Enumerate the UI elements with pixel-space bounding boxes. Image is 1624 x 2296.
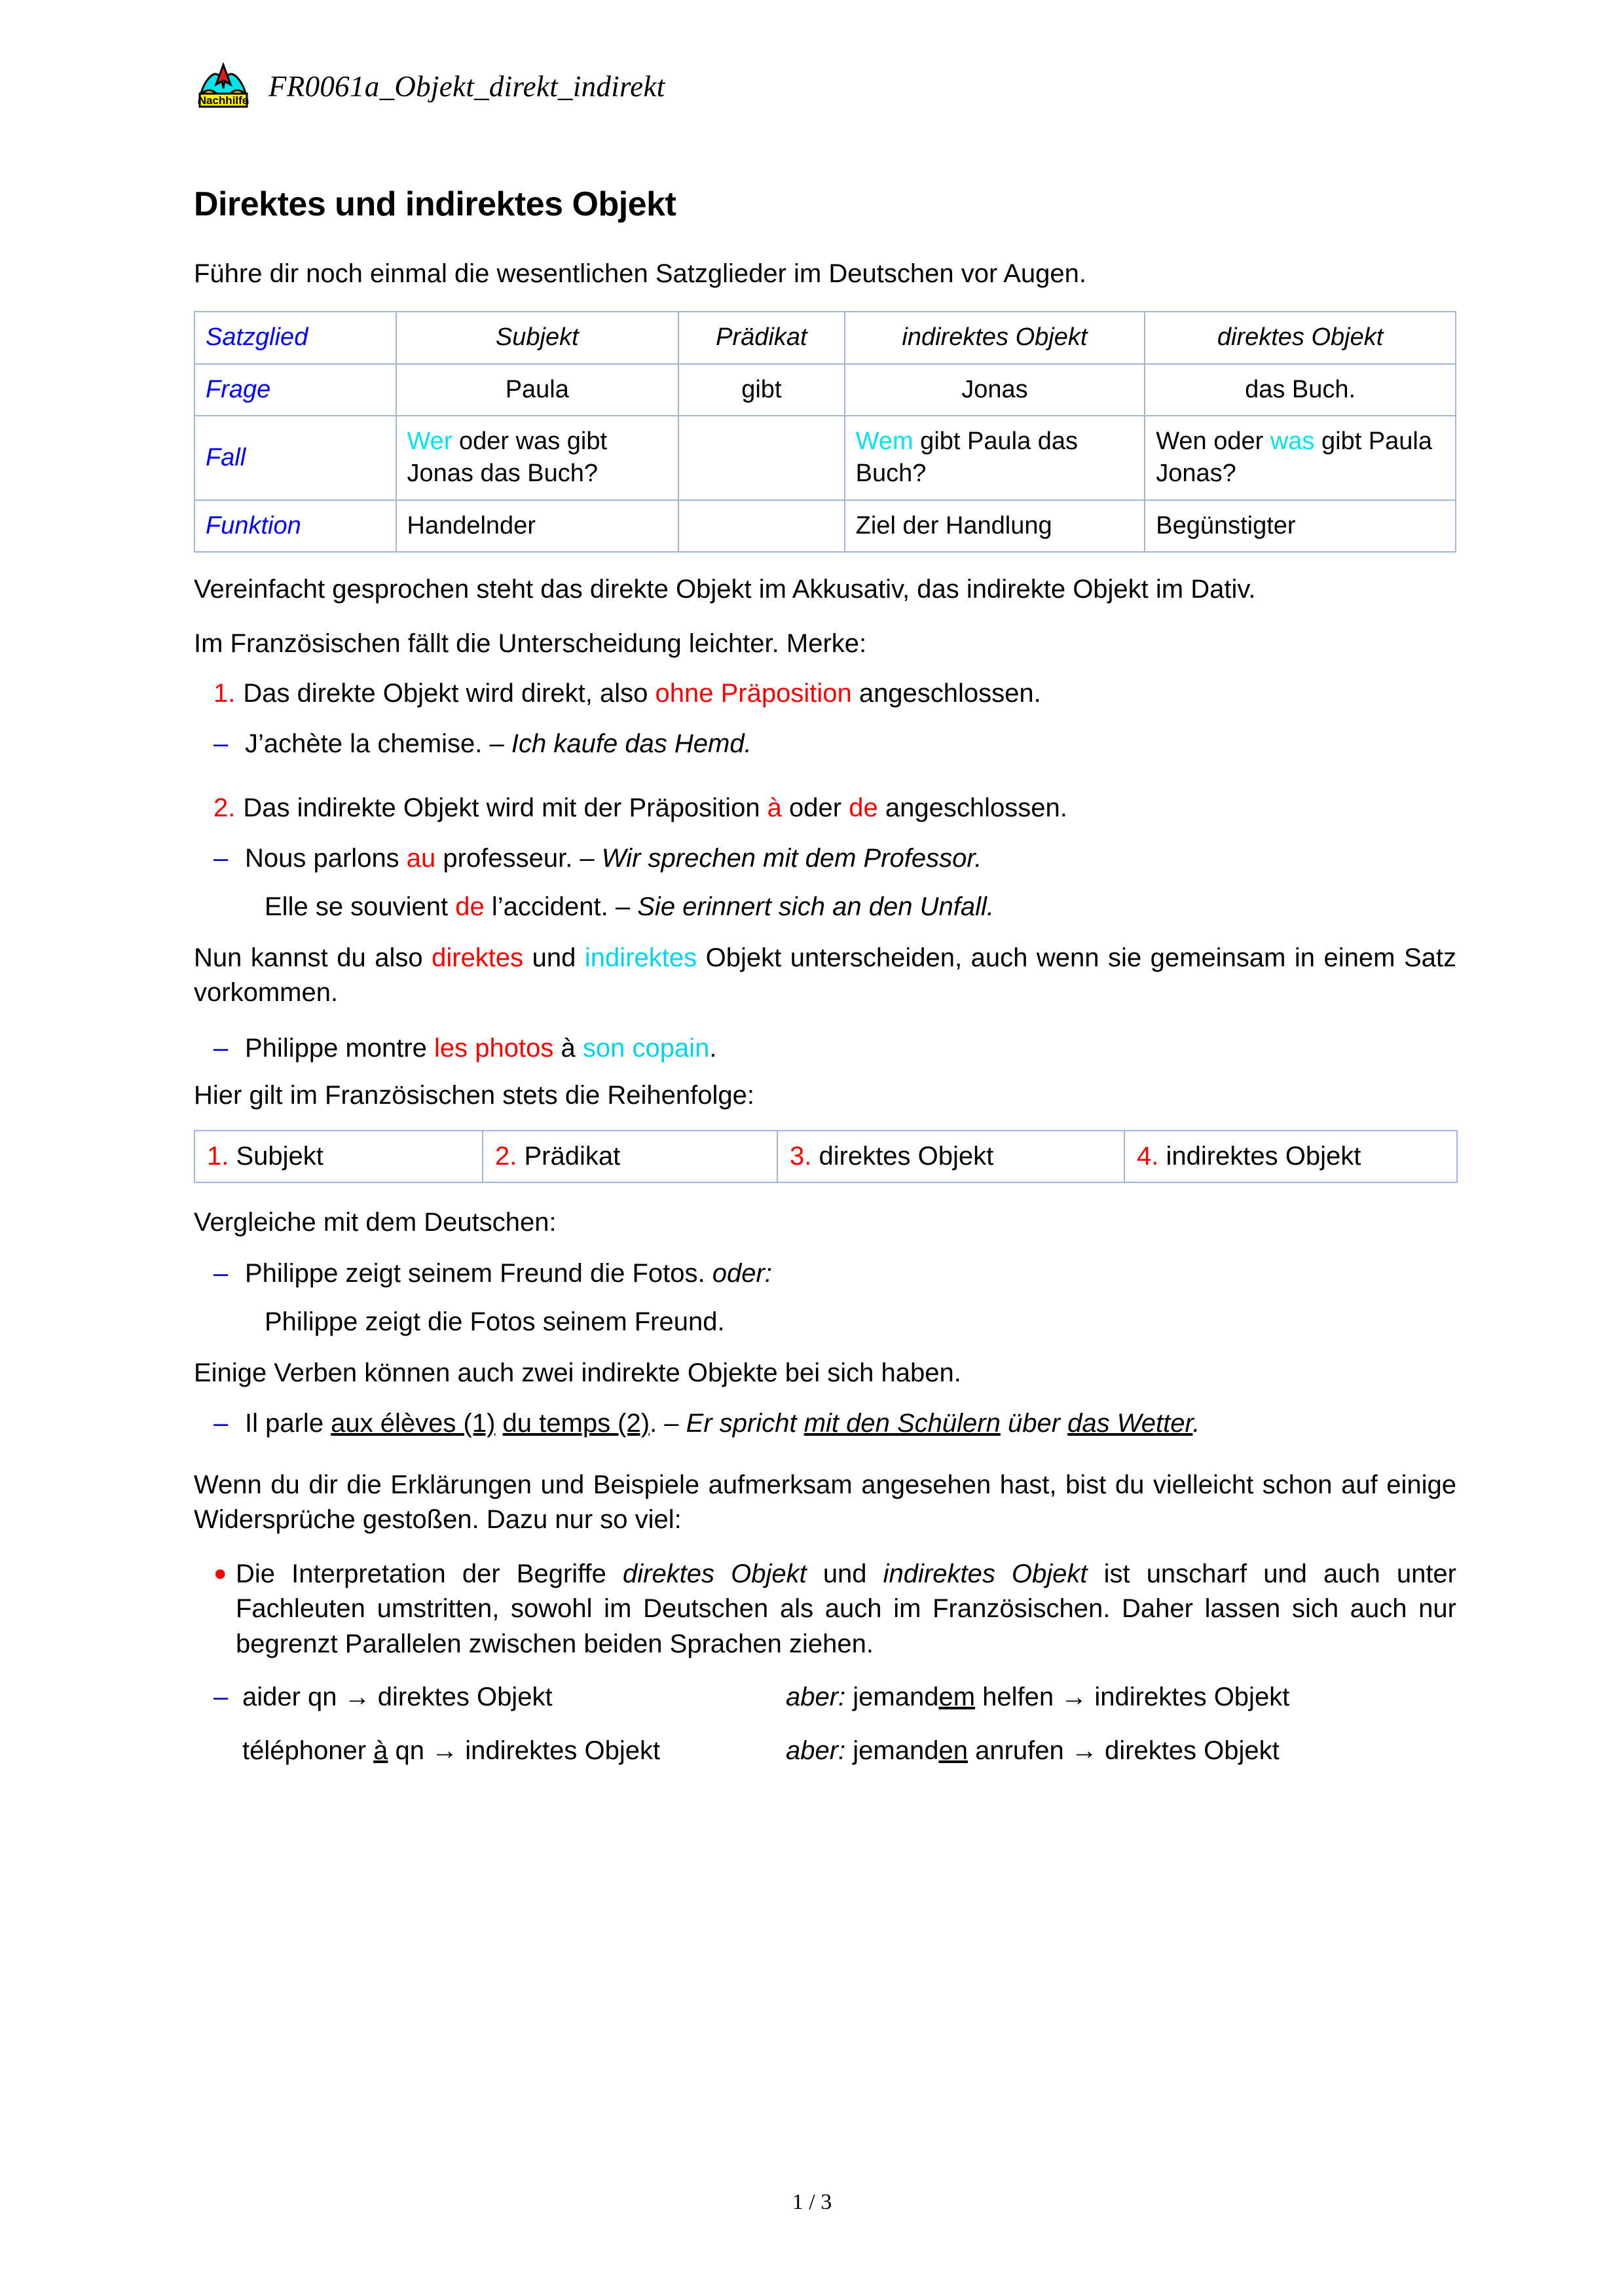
example6-german-a: Er spricht bbox=[686, 1408, 804, 1438]
row-label-frage: Frage bbox=[194, 364, 396, 416]
fall-direkt-a: Wen oder bbox=[1156, 427, 1270, 455]
example6-a: Il parle bbox=[245, 1408, 331, 1438]
rule-item-2 bbox=[194, 791, 1456, 826]
funktion-direkt: Begünstigter bbox=[1145, 500, 1456, 552]
fall-indirekt-question: Wem bbox=[855, 427, 913, 455]
row-label-fall: Fall bbox=[194, 416, 396, 500]
compare-row-1 bbox=[194, 1679, 1456, 1715]
order-cell-direktes-objekt bbox=[777, 1131, 1124, 1182]
example1-german: Ich kaufe das Hemd. bbox=[511, 729, 752, 758]
satzglied-table bbox=[194, 311, 1456, 553]
compare2-left-underline: à bbox=[373, 1736, 388, 1765]
order-num-2: 2. bbox=[495, 1142, 517, 1171]
bullet1-a: Die Interpretation der Begriffe bbox=[236, 1559, 623, 1589]
example-item-5 bbox=[194, 1255, 1456, 1292]
example6-underline-2: du temps (2) bbox=[502, 1408, 650, 1438]
example3-highlight: de bbox=[455, 892, 485, 921]
example3-french-a: Elle se souvient bbox=[265, 892, 456, 921]
paragraph-einige-verben: Einige Verben können auch zwei indirekte Objekte bei sich haben. bbox=[194, 1358, 961, 1387]
table-row bbox=[194, 312, 1456, 363]
dash-bullet-icon: – bbox=[213, 1408, 229, 1438]
example-item-4 bbox=[194, 1030, 1456, 1066]
example-2-text bbox=[245, 840, 1456, 877]
paragraph-reihenfolge: Hier gilt im Französischen stets die Reihenfolge: bbox=[194, 1081, 754, 1110]
compare1-left: aider qn → direktes Objekt bbox=[242, 1682, 553, 1711]
compare1-aber: aber: bbox=[786, 1682, 846, 1711]
frage-indirekt: Jonas bbox=[845, 364, 1145, 416]
funktion-subjekt: Handelnder bbox=[396, 500, 679, 552]
example6-german-c: . bbox=[1192, 1408, 1200, 1438]
paragraph-nun-kannst bbox=[194, 941, 1456, 1010]
intro-paragraph: Führe dir noch einmal die wesentlichen Satzglieder im Deutschen vor Augen. bbox=[194, 259, 1086, 288]
example-item-1 bbox=[194, 725, 1456, 762]
rule1-highlight: ohne Präposition bbox=[655, 678, 852, 708]
compare1-right bbox=[786, 1679, 1456, 1715]
rule2-text-c: angeschlossen. bbox=[877, 793, 1067, 822]
example6-german-underline-2: das Wetter bbox=[1067, 1408, 1193, 1438]
rule2-text-b: oder bbox=[781, 793, 849, 822]
order-cell-indirektes-objekt bbox=[1124, 1131, 1457, 1182]
table-header-direktes-objekt: direktes Objekt bbox=[1145, 312, 1456, 363]
bullet1-italic-1: direktes Objekt bbox=[622, 1559, 807, 1589]
fall-direkt-b: gibt Paula Jonas? bbox=[1156, 427, 1432, 488]
table-header-subjekt: Subjekt bbox=[396, 312, 679, 363]
rule1-text-a: Das direkte Objekt wird direkt, also bbox=[243, 678, 655, 708]
example3-german: Sie erinnert sich an den Unfall. bbox=[637, 892, 994, 921]
compare1-right-underline: em bbox=[938, 1682, 976, 1711]
fall-praedikat bbox=[678, 416, 845, 500]
compare2-left-a: téléphoner bbox=[242, 1736, 374, 1765]
dash-bullet-icon: – bbox=[213, 1258, 229, 1288]
order-cell-praedikat bbox=[483, 1131, 777, 1182]
table-row bbox=[194, 1131, 1457, 1182]
order-num-3: 3. bbox=[790, 1142, 812, 1171]
bullet-text bbox=[236, 1557, 1456, 1662]
fall-subjekt-question: Wer bbox=[407, 427, 452, 455]
row-label-funktion: Funktion bbox=[194, 500, 396, 552]
example-item-5b: Philippe zeigt die Fotos seinem Freund. bbox=[265, 1307, 725, 1336]
rule2-text-a: Das indirekte Objekt wird mit der Präposition bbox=[243, 793, 767, 822]
paragraph-vergleiche: Vergleiche mit dem Deutschen: bbox=[194, 1208, 557, 1237]
example1-french: J’achète la chemise. – bbox=[245, 729, 511, 758]
paragraph-wenn-du-dir: Wenn du dir die Erklärungen und Beispiele aufmerksam angesehen hast, bist du vielleicht schon auf einige Widersprüche gestoßen. Dazu nur so viel: bbox=[194, 1470, 1456, 1535]
example6-german-underline-1: mit den Schülern bbox=[803, 1408, 1001, 1438]
rule-number-2: 2. bbox=[213, 793, 236, 822]
example6-underline-1: aux élèves (1) bbox=[331, 1408, 496, 1438]
example-item-3 bbox=[194, 888, 1456, 925]
nun-direktes: direktes bbox=[432, 943, 524, 972]
nun-text-a: Nun kannst du also bbox=[194, 943, 432, 972]
order-label-4: indirektes Objekt bbox=[1158, 1142, 1361, 1171]
example4-a: Philippe montre bbox=[245, 1034, 435, 1063]
table-header-satzglied: Satzglied bbox=[194, 312, 396, 363]
compare2-right-b: anrufen → direktes Objekt bbox=[967, 1736, 1280, 1765]
rule2-prep-a: à bbox=[767, 793, 782, 822]
bullet-item-interpretation bbox=[194, 1557, 1456, 1662]
page-footer: 1 / 3 bbox=[792, 2190, 832, 2214]
example-item-6 bbox=[194, 1405, 1456, 1442]
nun-indirektes: indirektes bbox=[584, 943, 697, 972]
paragraph-franzoesisch: Im Französischen fällt die Unterscheidung leichter. Merke: bbox=[194, 629, 867, 659]
bullet1-b: und bbox=[806, 1559, 883, 1589]
example5-oder: oder: bbox=[712, 1258, 772, 1288]
bullet1-c: ist unscharf und auch unter Fachleuten umstritten, sowohl im Deutschen als auch im Französischen. Daher lassen sich auch nur begrenzt Parallelen zwischen beiden Sprachen ziehen. bbox=[236, 1559, 1456, 1658]
document-code: FR0061a_Objekt_direkt_indirekt bbox=[268, 70, 665, 103]
dash-bullet-icon: – bbox=[213, 1034, 229, 1063]
page-title: Direktes und indirektes Objekt bbox=[194, 185, 676, 223]
order-label-1: Subjekt bbox=[229, 1142, 323, 1171]
compare2-right-underline: en bbox=[938, 1736, 968, 1765]
document-header bbox=[196, 62, 665, 111]
paragraph-akkusativ: Vereinfacht gesprochen steht das direkte Objekt im Akkusativ, das indirekte Objekt im Dativ. bbox=[194, 575, 1256, 604]
example2-french-b: professeur. – bbox=[435, 843, 602, 873]
fall-direkt-question: was bbox=[1270, 427, 1315, 455]
example6-c: . – bbox=[650, 1408, 686, 1438]
compare2-aber: aber: bbox=[786, 1736, 846, 1765]
example6-b bbox=[495, 1409, 502, 1438]
example4-b: à bbox=[553, 1034, 583, 1063]
dash-bullet-icon: – bbox=[213, 843, 229, 873]
example2-highlight: au bbox=[406, 843, 436, 873]
nun-text-c: Objekt unterscheiden, auch wenn sie gemeinsam in einem Satz vorkommen. bbox=[194, 943, 1457, 1008]
dash-bullet-icon: – bbox=[213, 729, 229, 758]
example-6-text bbox=[245, 1405, 1456, 1442]
table-header-praedikat: Prädikat bbox=[678, 312, 845, 363]
frage-subjekt: Paula bbox=[396, 364, 679, 416]
order-label-3: direktes Objekt bbox=[811, 1142, 994, 1171]
fall-subjekt-rest: oder was gibt Jonas das Buch? bbox=[407, 427, 608, 488]
compare2-right-a: jemand bbox=[845, 1736, 939, 1765]
example-1-text bbox=[245, 725, 1456, 762]
rule2-prep-de: de bbox=[849, 793, 878, 822]
table-header-indirektes-objekt: indirektes Objekt bbox=[845, 312, 1145, 363]
svg-text:Nachhilfe: Nachhilfe bbox=[198, 94, 249, 107]
order-cell-subjekt bbox=[194, 1131, 483, 1182]
compare1-right-b: helfen → indirektes Objekt bbox=[975, 1682, 1290, 1711]
compare2-left bbox=[242, 1732, 786, 1769]
example-4-text bbox=[245, 1030, 1456, 1066]
funktion-indirekt: Ziel der Handlung bbox=[845, 500, 1145, 552]
table-row bbox=[194, 416, 1456, 500]
compare-row-2 bbox=[194, 1732, 1456, 1769]
frage-praedikat: gibt bbox=[678, 364, 845, 416]
table-row bbox=[194, 364, 1456, 416]
document-content bbox=[194, 185, 1456, 1786]
example6-german-b: über bbox=[1000, 1408, 1068, 1438]
order-num-4: 4. bbox=[1137, 1142, 1159, 1171]
bullet1-italic-2: indirektes Objekt bbox=[883, 1559, 1088, 1589]
example-5-text bbox=[245, 1255, 1456, 1292]
example5-text: Philippe zeigt seinem Freund die Fotos. bbox=[245, 1258, 712, 1288]
rule1-text-b: angeschlossen. bbox=[851, 678, 1041, 708]
dash-bullet-icon: – bbox=[213, 1682, 229, 1711]
rule-text-1 bbox=[243, 676, 1041, 711]
funktion-praedikat bbox=[678, 500, 845, 552]
example2-french-a: Nous parlons bbox=[245, 843, 407, 873]
compare2-left-b: qn → indirektes Objekt bbox=[388, 1736, 661, 1765]
example-item-2 bbox=[194, 840, 1456, 877]
rule-item-1 bbox=[194, 676, 1456, 711]
fall-subjekt bbox=[396, 416, 679, 500]
table-row bbox=[194, 500, 1456, 552]
compare2-right bbox=[786, 1732, 1456, 1769]
order-label-2: Prädikat bbox=[517, 1142, 621, 1171]
example2-german: Wir sprechen mit dem Professor. bbox=[601, 843, 982, 873]
order-num-1: 1. bbox=[207, 1142, 229, 1171]
frage-direkt: das Buch. bbox=[1145, 364, 1456, 416]
nun-text-b: und bbox=[523, 943, 585, 972]
reihenfolge-table bbox=[194, 1130, 1458, 1183]
rule-number-1: 1. bbox=[213, 678, 236, 708]
fall-direkt bbox=[1145, 416, 1456, 500]
example3-french-b: l’accident. – bbox=[484, 892, 638, 921]
example4-iobj: son copain bbox=[582, 1034, 710, 1063]
fall-indirekt-rest: gibt Paula das Buch? bbox=[855, 427, 1079, 488]
example4-dobj: les photos bbox=[434, 1034, 554, 1063]
nachhilfe-logo-icon bbox=[196, 62, 250, 111]
round-bullet-icon: ● bbox=[213, 1561, 227, 1586]
fall-indirekt bbox=[845, 416, 1145, 500]
rule-text-2 bbox=[243, 791, 1067, 826]
compare1-right-a: jemand bbox=[845, 1682, 939, 1711]
example4-c: . bbox=[709, 1034, 717, 1063]
